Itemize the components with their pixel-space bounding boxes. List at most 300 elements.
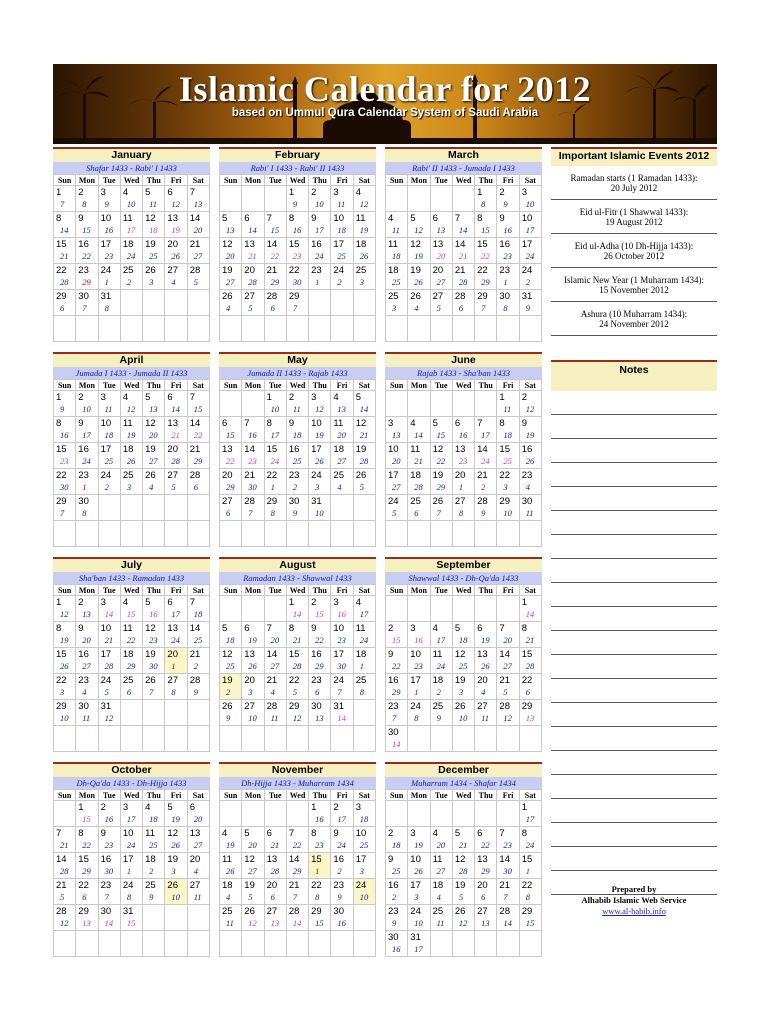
note-line[interactable] bbox=[551, 727, 717, 751]
day-cell bbox=[353, 186, 375, 212]
day-cell bbox=[76, 417, 98, 443]
gregorian-day: 15 bbox=[477, 239, 488, 250]
hijri-day: 18 bbox=[226, 635, 235, 645]
hijri-day: 17 bbox=[126, 225, 136, 235]
day-cell bbox=[519, 290, 541, 316]
credits-link[interactable]: www.al-habib.info bbox=[602, 906, 666, 916]
hijri-day: 22 bbox=[292, 840, 302, 850]
hijri-day: 11 bbox=[481, 713, 489, 723]
day-cell bbox=[120, 417, 142, 443]
day-cell bbox=[331, 417, 353, 443]
hijri-day: 3 bbox=[392, 303, 397, 313]
day-cell bbox=[120, 931, 142, 957]
gregorian-day: 9 bbox=[499, 213, 505, 224]
day-cell bbox=[165, 264, 187, 290]
gregorian-day: 25 bbox=[355, 675, 367, 686]
note-line[interactable] bbox=[551, 583, 717, 607]
day-cell bbox=[286, 801, 308, 827]
hijri-day: 28 bbox=[458, 277, 468, 287]
day-cell bbox=[76, 853, 98, 879]
day-cell bbox=[286, 853, 308, 879]
gregorian-day: 14 bbox=[189, 623, 201, 634]
day-cell bbox=[309, 700, 331, 726]
hijri-day: 21 bbox=[171, 430, 180, 440]
note-line[interactable] bbox=[551, 799, 717, 823]
hijri-day: 2 bbox=[436, 687, 441, 697]
hijri-day: 24 bbox=[315, 251, 324, 261]
gregorian-day: 22 bbox=[56, 470, 67, 481]
day-cell bbox=[430, 879, 452, 905]
hijri-day: 21 bbox=[414, 456, 423, 466]
week-row bbox=[54, 212, 210, 238]
day-cell bbox=[475, 495, 497, 521]
hijri-day: 7 bbox=[503, 892, 508, 902]
day-cell bbox=[386, 879, 408, 905]
hijri-day: 8 bbox=[359, 687, 364, 697]
day-cell bbox=[165, 316, 187, 342]
week-row bbox=[220, 853, 376, 879]
day-cell bbox=[386, 316, 408, 342]
day-cell bbox=[475, 391, 497, 417]
hijri-day: 4 bbox=[193, 866, 198, 876]
day-cell bbox=[54, 238, 76, 264]
day-cell bbox=[165, 495, 187, 521]
hijri-day: 28 bbox=[60, 277, 69, 287]
day-cell bbox=[386, 264, 408, 290]
hijri-day: 29 bbox=[481, 277, 490, 287]
day-cell bbox=[430, 905, 452, 931]
day-cell bbox=[408, 264, 430, 290]
day-cell bbox=[309, 391, 331, 417]
hijri-day: 25 bbox=[149, 251, 158, 261]
day-cell bbox=[54, 443, 76, 469]
note-line[interactable] bbox=[551, 415, 717, 439]
day-cell bbox=[242, 495, 264, 521]
gregorian-day: 26 bbox=[145, 675, 156, 686]
day-cell bbox=[143, 495, 165, 521]
note-line[interactable] bbox=[551, 463, 717, 487]
hijri-day: 19 bbox=[171, 814, 180, 824]
gregorian-day: 10 bbox=[100, 213, 112, 224]
hijri-day: 25 bbox=[359, 840, 369, 850]
note-line[interactable] bbox=[551, 823, 717, 847]
hijri-day: 2 bbox=[193, 661, 198, 671]
gregorian-day: 19 bbox=[145, 649, 156, 660]
hijri-day: 6 bbox=[226, 508, 231, 518]
day-cell bbox=[187, 186, 209, 212]
gregorian-day: 27 bbox=[244, 701, 255, 712]
gregorian-day: 3 bbox=[100, 597, 106, 608]
hijri-day: 21 bbox=[248, 251, 257, 261]
hijri-day: 13 bbox=[392, 430, 401, 440]
day-cell bbox=[408, 726, 430, 752]
hijri-day: 4 bbox=[171, 277, 176, 287]
hijri-day: 19 bbox=[171, 225, 180, 235]
gregorian-day: 14 bbox=[499, 649, 510, 660]
hijri-day: 10 bbox=[248, 713, 257, 723]
hijri-day: 9 bbox=[193, 687, 198, 697]
day-cell bbox=[309, 674, 331, 700]
weekday-row bbox=[386, 790, 542, 801]
day-cell bbox=[430, 264, 452, 290]
hijri-day: 12 bbox=[525, 404, 535, 414]
gregorian-day: 8 bbox=[477, 213, 483, 224]
day-cell bbox=[98, 521, 120, 547]
day-cell bbox=[430, 596, 452, 622]
hijri-day: 6 bbox=[270, 303, 275, 313]
day-cell bbox=[386, 238, 408, 264]
gregorian-day: 11 bbox=[145, 828, 155, 839]
gregorian-day: 31 bbox=[122, 906, 134, 917]
event-item bbox=[551, 166, 717, 200]
hijri-day: 15 bbox=[126, 918, 136, 928]
hijri-day: 17 bbox=[337, 814, 346, 824]
month-title: August bbox=[219, 557, 376, 572]
hijri-day: 5 bbox=[248, 892, 253, 902]
note-line[interactable] bbox=[551, 679, 717, 703]
hijri-day: 4 bbox=[226, 892, 231, 902]
gregorian-day: 6 bbox=[244, 623, 250, 634]
note-line[interactable] bbox=[551, 439, 717, 463]
gregorian-day: 21 bbox=[266, 265, 278, 276]
hijri-day: 14 bbox=[292, 918, 302, 928]
day-cell bbox=[220, 648, 242, 674]
day-cell bbox=[54, 905, 76, 931]
gregorian-day: 9 bbox=[311, 623, 317, 634]
hijri-day: 7 bbox=[149, 687, 154, 697]
hijri-day: 2 bbox=[525, 277, 530, 287]
day-cell bbox=[120, 674, 142, 700]
day-cell bbox=[286, 316, 308, 342]
day-cell bbox=[165, 827, 187, 853]
hijri-day: 17 bbox=[315, 225, 324, 235]
day-cell bbox=[353, 596, 375, 622]
gregorian-day: 30 bbox=[388, 727, 399, 738]
note-line[interactable] bbox=[551, 847, 717, 871]
weekday-label: Fri bbox=[497, 790, 519, 801]
day-cell bbox=[264, 391, 286, 417]
day-cell bbox=[76, 391, 98, 417]
hijri-day: 26 bbox=[248, 661, 257, 671]
note-line[interactable] bbox=[551, 751, 717, 775]
day-cell bbox=[497, 853, 519, 879]
weekday-label: Sun bbox=[54, 585, 76, 596]
week-row bbox=[54, 495, 210, 521]
week-row bbox=[386, 596, 542, 622]
day-cell bbox=[165, 801, 187, 827]
gregorian-day: 13 bbox=[477, 649, 488, 660]
day-cell bbox=[143, 469, 165, 495]
day-cell bbox=[286, 417, 308, 443]
gregorian-day: 15 bbox=[499, 444, 510, 455]
day-cell bbox=[120, 648, 142, 674]
gregorian-day: 28 bbox=[189, 470, 201, 481]
day-cell bbox=[220, 264, 242, 290]
day-cell bbox=[475, 469, 497, 495]
day-cell bbox=[165, 186, 187, 212]
day-cell bbox=[54, 391, 76, 417]
hijri-day: 19 bbox=[60, 635, 69, 645]
note-line[interactable] bbox=[551, 511, 717, 535]
gregorian-day: 6 bbox=[432, 213, 438, 224]
day-cell bbox=[286, 648, 308, 674]
hijri-day: 29 bbox=[436, 482, 446, 492]
week-row bbox=[386, 469, 542, 495]
day-cell bbox=[386, 931, 408, 957]
hijri-day: 24 bbox=[359, 635, 369, 645]
hijri-day: 2 bbox=[104, 482, 109, 492]
hijri-day: 5 bbox=[248, 303, 253, 313]
gregorian-day: 10 bbox=[410, 854, 421, 865]
hijri-day: 5 bbox=[436, 303, 441, 313]
hijri-day: 25 bbox=[226, 661, 235, 671]
hijri-day: 21 bbox=[60, 840, 69, 850]
weekday-label: Fri bbox=[331, 790, 353, 801]
gregorian-day: 15 bbox=[56, 239, 67, 250]
hijri-day: 8 bbox=[503, 303, 508, 313]
month-title: December bbox=[385, 762, 542, 777]
day-cell bbox=[475, 726, 497, 752]
gregorian-day: 5 bbox=[355, 392, 361, 403]
hijri-day: 12 bbox=[458, 918, 468, 928]
note-line[interactable] bbox=[551, 391, 717, 415]
gregorian-day: 23 bbox=[78, 675, 89, 686]
hijri-day: 29 bbox=[82, 277, 91, 287]
week-row bbox=[386, 290, 542, 316]
note-line[interactable] bbox=[551, 655, 717, 679]
hijri-day: 30 bbox=[149, 661, 158, 671]
gregorian-day: 1 bbox=[499, 392, 505, 403]
hijri-day: 16 bbox=[104, 814, 114, 824]
day-cell bbox=[353, 827, 375, 853]
gregorian-day: 3 bbox=[410, 623, 416, 634]
gregorian-day: 2 bbox=[311, 597, 317, 608]
gregorian-day: 30 bbox=[100, 906, 112, 917]
gregorian-day: 21 bbox=[266, 675, 278, 686]
day-cell bbox=[143, 212, 165, 238]
hijri-day: 17 bbox=[171, 609, 180, 619]
day-cell bbox=[220, 521, 242, 547]
hijri-day: 18 bbox=[392, 840, 401, 850]
day-cell bbox=[475, 827, 497, 853]
week-row bbox=[386, 622, 542, 648]
day-cell bbox=[331, 801, 353, 827]
gregorian-day: 7 bbox=[266, 623, 272, 634]
day-cell bbox=[309, 417, 331, 443]
weekday-label: Sat bbox=[353, 175, 375, 186]
hijri-day: 7 bbox=[337, 687, 342, 697]
day-cell bbox=[187, 212, 209, 238]
day-cell bbox=[242, 238, 264, 264]
month-table bbox=[385, 174, 542, 342]
day-cell bbox=[165, 469, 187, 495]
day-cell bbox=[353, 238, 375, 264]
hijri-day: 20 bbox=[503, 635, 512, 645]
week-row bbox=[220, 596, 376, 622]
gregorian-day: 21 bbox=[244, 470, 255, 481]
day-cell bbox=[220, 316, 242, 342]
gregorian-day: 6 bbox=[167, 187, 173, 198]
note-line[interactable] bbox=[551, 607, 717, 631]
gregorian-day: 21 bbox=[477, 470, 488, 481]
day-cell bbox=[430, 495, 452, 521]
hijri-day: 28 bbox=[270, 866, 280, 876]
day-cell bbox=[98, 596, 120, 622]
day-cell bbox=[353, 726, 375, 752]
hijri-day: 7 bbox=[60, 199, 65, 209]
month-title: January bbox=[53, 147, 210, 162]
hijri-day: 29 bbox=[315, 661, 324, 671]
hijri-day: 3 bbox=[503, 482, 508, 492]
gregorian-day: 12 bbox=[454, 854, 466, 865]
day-cell bbox=[120, 596, 142, 622]
hijri-day: 12 bbox=[414, 225, 423, 235]
gregorian-day: 26 bbox=[454, 906, 466, 917]
gregorian-day: 16 bbox=[78, 444, 89, 455]
day-cell bbox=[353, 316, 375, 342]
hijri-day: 19 bbox=[359, 225, 369, 235]
gregorian-day: 15 bbox=[78, 854, 89, 865]
gregorian-day: 9 bbox=[78, 623, 84, 634]
note-line[interactable] bbox=[551, 487, 717, 511]
note-line[interactable] bbox=[551, 631, 717, 655]
hijri-day: 19 bbox=[414, 840, 423, 850]
note-line[interactable] bbox=[551, 535, 717, 559]
day-cell bbox=[452, 495, 474, 521]
gregorian-day: 24 bbox=[410, 906, 421, 917]
gregorian-day: 3 bbox=[333, 187, 339, 198]
gregorian-day: 28 bbox=[189, 265, 201, 276]
weekday-label: Tue bbox=[430, 175, 452, 186]
note-line[interactable] bbox=[551, 703, 717, 727]
day-cell bbox=[309, 622, 331, 648]
hijri-day: 12 bbox=[503, 713, 512, 723]
day-cell bbox=[220, 238, 242, 264]
gregorian-day: 25 bbox=[388, 291, 399, 302]
day-cell bbox=[165, 700, 187, 726]
day-cell bbox=[408, 469, 430, 495]
day-cell bbox=[452, 186, 474, 212]
gregorian-day: 21 bbox=[454, 265, 466, 276]
gregorian-day: 12 bbox=[145, 418, 156, 429]
gregorian-day: 14 bbox=[477, 444, 488, 455]
gregorian-day: 20 bbox=[477, 675, 488, 686]
hijri-day: 16 bbox=[104, 225, 114, 235]
hijri-day: 14 bbox=[337, 713, 346, 723]
hijri-day: 2 bbox=[126, 277, 132, 287]
day-cell bbox=[497, 931, 519, 957]
hijri-day: 15 bbox=[226, 430, 235, 440]
day-cell bbox=[143, 622, 165, 648]
hijri-day: 11 bbox=[104, 404, 113, 414]
hijri-day: 25 bbox=[337, 251, 346, 261]
weekday-label: Thu bbox=[475, 380, 497, 391]
hijri-day: 3 bbox=[149, 277, 154, 287]
gregorian-day: 12 bbox=[432, 444, 444, 455]
day-cell bbox=[76, 521, 98, 547]
day-cell bbox=[242, 264, 264, 290]
hijri-day: 3 bbox=[171, 866, 176, 876]
day-cell bbox=[331, 469, 353, 495]
day-cell bbox=[286, 905, 308, 931]
hijri-day: 11 bbox=[193, 892, 202, 902]
hijri-day: 27 bbox=[193, 251, 203, 261]
hijri-day: 9 bbox=[392, 918, 397, 928]
day-cell bbox=[386, 853, 408, 879]
day-cell bbox=[452, 853, 474, 879]
day-cell bbox=[187, 417, 209, 443]
gregorian-day: 24 bbox=[388, 496, 399, 507]
gregorian-day: 30 bbox=[78, 291, 89, 302]
hijri-day: 14 bbox=[292, 609, 302, 619]
day-cell bbox=[309, 186, 331, 212]
gregorian-day: 18 bbox=[355, 649, 367, 660]
hijri-day: 1 bbox=[414, 687, 419, 697]
day-cell bbox=[220, 801, 242, 827]
day-cell bbox=[120, 879, 142, 905]
day-cell bbox=[286, 290, 308, 316]
gregorian-day: 2 bbox=[78, 187, 84, 198]
weekday-row bbox=[54, 175, 210, 186]
gregorian-day: 27 bbox=[167, 675, 178, 686]
weekday-label: Tue bbox=[264, 790, 286, 801]
day-cell bbox=[309, 238, 331, 264]
gregorian-day: 4 bbox=[333, 392, 339, 403]
hijri-day: 28 bbox=[359, 456, 369, 466]
day-cell bbox=[143, 700, 165, 726]
day-cell bbox=[286, 879, 308, 905]
day-cell bbox=[220, 443, 242, 469]
day-cell bbox=[286, 469, 308, 495]
hijri-day: 6 bbox=[193, 482, 198, 492]
day-cell bbox=[187, 827, 209, 853]
note-line[interactable] bbox=[551, 559, 717, 583]
hijri-day: 27 bbox=[82, 661, 91, 671]
day-cell bbox=[165, 726, 187, 752]
gregorian-day: 20 bbox=[477, 880, 488, 891]
day-cell bbox=[98, 391, 120, 417]
gregorian-day: 9 bbox=[288, 418, 295, 429]
note-line[interactable] bbox=[551, 775, 717, 799]
day-cell bbox=[187, 391, 209, 417]
gregorian-day: 23 bbox=[78, 265, 89, 276]
gregorian-day: 31 bbox=[333, 701, 344, 712]
day-cell bbox=[54, 622, 76, 648]
day-cell bbox=[430, 469, 452, 495]
day-cell bbox=[120, 905, 142, 931]
hijri-day: 3 bbox=[60, 687, 65, 697]
gregorian-day: 15 bbox=[288, 239, 300, 250]
gregorian-day: 12 bbox=[167, 828, 178, 839]
gregorian-day: 31 bbox=[311, 496, 322, 507]
day-cell bbox=[309, 853, 331, 879]
hijri-day: 24 bbox=[436, 661, 446, 671]
week-row bbox=[220, 700, 376, 726]
gregorian-day: 22 bbox=[311, 880, 322, 891]
day-cell bbox=[242, 391, 264, 417]
hijri-day: 6 bbox=[60, 303, 65, 313]
hijri-day: 15 bbox=[315, 918, 324, 928]
hijri-range: Rabi' II 1433 - Jumada I 1433 bbox=[385, 162, 542, 174]
event-name: Eid ul-Fitr (1 Shawwal 1433): bbox=[579, 206, 689, 217]
day-cell bbox=[331, 622, 353, 648]
event-item bbox=[551, 268, 717, 302]
weekday-label: Sat bbox=[519, 790, 541, 801]
gregorian-day: 28 bbox=[454, 291, 466, 302]
weekday-row bbox=[386, 585, 542, 596]
gregorian-day: 1 bbox=[288, 597, 295, 608]
gregorian-day: 5 bbox=[145, 597, 151, 608]
